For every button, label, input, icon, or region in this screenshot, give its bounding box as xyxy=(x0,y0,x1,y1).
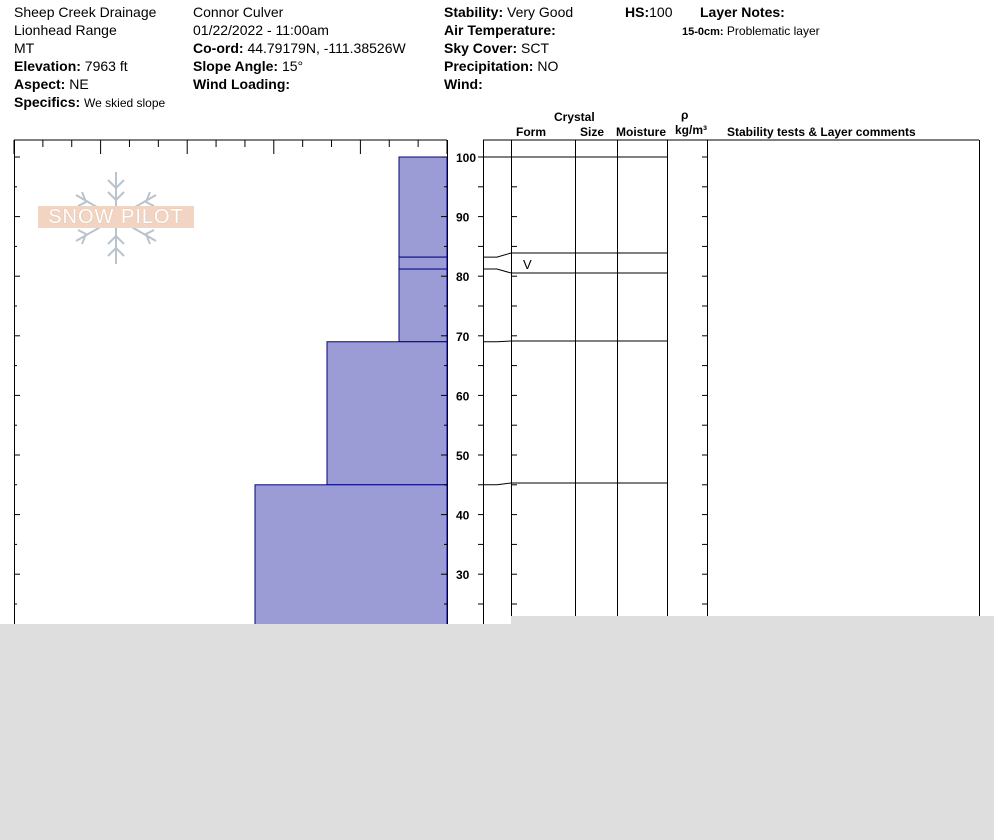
crystal-header: Crystal xyxy=(554,110,595,124)
stability-label: Stability: xyxy=(444,4,504,20)
snowpilot-logo xyxy=(38,170,198,270)
precip-label: Precipitation: xyxy=(444,58,534,74)
depth-label-40: 40 xyxy=(456,508,470,523)
stability-value: Very Good xyxy=(507,4,574,20)
precip-value: NO xyxy=(537,58,559,74)
density-unit-header: kg/m³ xyxy=(675,123,708,137)
logo-text: SNOW PILOT xyxy=(38,206,194,228)
range-name: Lionhead Range xyxy=(14,22,117,38)
specifics-label: Specifics: xyxy=(14,94,81,110)
slope-angle xyxy=(193,57,303,75)
observer-name: Connor Culver xyxy=(193,4,284,20)
specifics-value: We skied slope xyxy=(84,96,166,110)
aspect-value: NE xyxy=(69,76,89,92)
coord-label: Co-ord: xyxy=(193,40,244,56)
rho-header: ρ xyxy=(681,108,689,122)
hardness-bar-3 xyxy=(327,342,447,485)
empty-region xyxy=(0,624,994,840)
depth-label-80: 80 xyxy=(456,270,470,285)
layer-connector-2 xyxy=(483,269,511,273)
wind-loading-label: Wind Loading: xyxy=(193,76,291,92)
layer-connector-1 xyxy=(483,253,511,257)
hs-value: 100 xyxy=(649,4,673,20)
coord-value: 44.79179N, -111.38526W xyxy=(247,40,406,56)
aspect xyxy=(14,75,89,93)
depth-label-90: 90 xyxy=(456,210,470,225)
empty-region-right xyxy=(511,616,994,624)
depth-label-50: 50 xyxy=(456,449,470,463)
layer-connector-3 xyxy=(483,341,511,342)
hardness-bar-0 xyxy=(399,157,447,257)
hardness-bar-1 xyxy=(399,257,447,269)
wind xyxy=(444,75,483,93)
layer-notes-heading xyxy=(700,3,785,21)
hardness-profile xyxy=(255,157,447,640)
size-header: Size xyxy=(580,125,605,139)
depth-label-60: 60 xyxy=(456,389,470,404)
hardness-bar-2 xyxy=(399,269,447,342)
depth-label-70: 70 xyxy=(456,329,470,344)
sky-value: SCT xyxy=(521,40,550,56)
elevation-label: Elevation: xyxy=(14,58,81,74)
depth-label-30: 30 xyxy=(456,568,470,583)
snow-height xyxy=(625,3,672,21)
crystal-form-1: V xyxy=(523,257,532,272)
layer-notes-label: Layer Notes: xyxy=(700,4,785,20)
layer-note xyxy=(682,22,820,41)
elevation-value: 7963 ft xyxy=(84,58,128,74)
elevation xyxy=(14,57,128,75)
precipitation xyxy=(444,57,558,75)
depth-label-100: 100 xyxy=(456,151,477,165)
sky-cover xyxy=(444,39,549,57)
hardness-bar-4 xyxy=(255,485,447,640)
air-temperature xyxy=(444,21,556,39)
sky-label: Sky Cover: xyxy=(444,40,518,56)
hs-label: HS: xyxy=(625,4,650,20)
layer-note-text: Problematic layer xyxy=(726,24,820,38)
slope-label: Slope Angle: xyxy=(193,58,279,74)
state-name: MT xyxy=(14,40,35,56)
air-temp-label: Air Temperature: xyxy=(444,22,556,38)
comments-header: Stability tests & Layer comments xyxy=(727,125,916,139)
observation-datetime: 01/22/2022 - 11:00am xyxy=(193,22,329,38)
layer-note-range: 15-0cm: xyxy=(682,26,724,38)
location-name: Sheep Creek Drainage xyxy=(14,4,157,20)
coordinates xyxy=(193,39,406,57)
slope-value: 15° xyxy=(281,58,304,74)
wind-loading xyxy=(193,75,290,93)
stability xyxy=(444,3,573,21)
form-header: Form xyxy=(516,125,546,139)
moisture-header: Moisture xyxy=(616,125,667,139)
layer-connector-4 xyxy=(483,483,511,485)
wind-label: Wind: xyxy=(444,76,483,92)
aspect-label: Aspect: xyxy=(14,76,66,92)
layer-table xyxy=(483,140,980,640)
